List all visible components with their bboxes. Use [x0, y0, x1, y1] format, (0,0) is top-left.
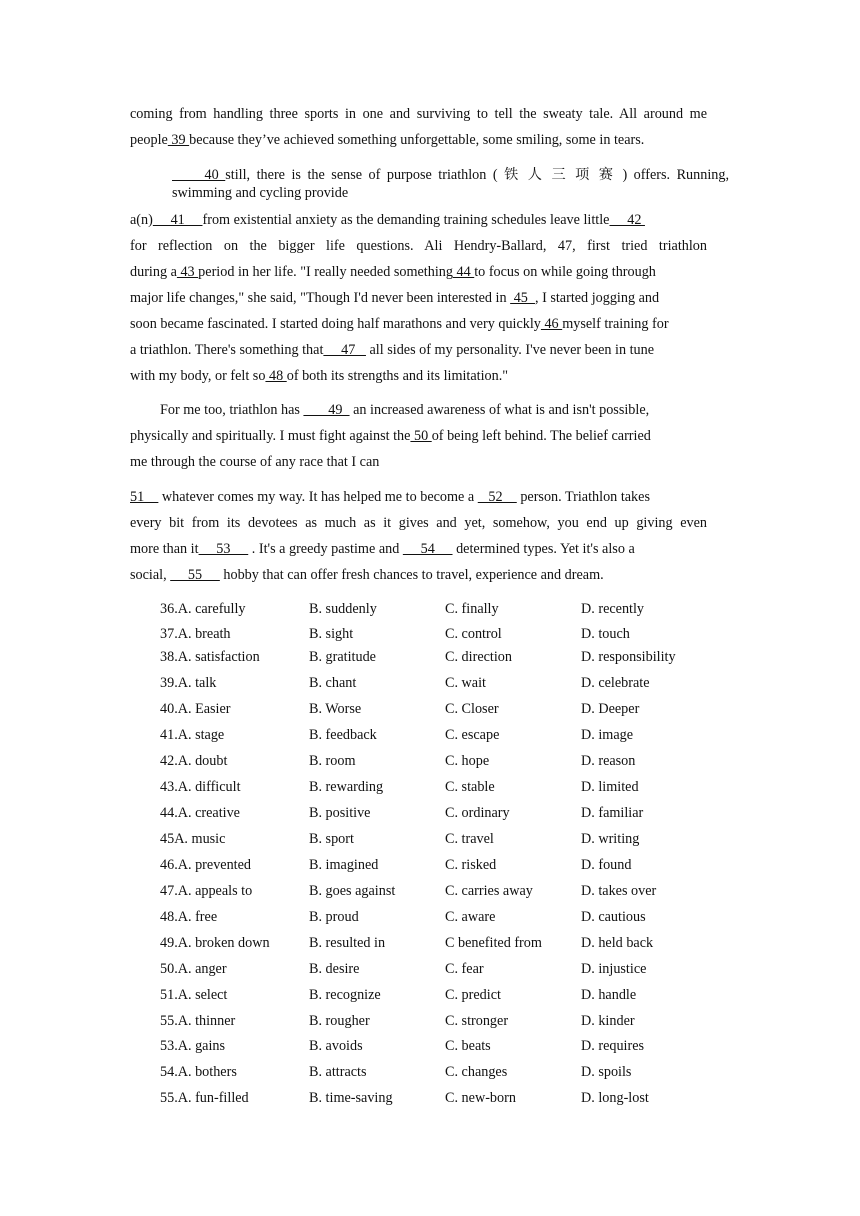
option-d: D. handle: [581, 987, 637, 1003]
passage-line: [130, 315, 669, 333]
option-a: 42.A. doubt: [160, 753, 228, 769]
blank-44: 44: [452, 264, 475, 280]
passage-line: [130, 367, 508, 385]
passage-text: an increased awareness of what is and isn't possible,: [349, 402, 650, 418]
option-a: 45A. music: [160, 831, 226, 847]
option-c: C. hope: [445, 753, 490, 769]
passage-text: For me too, triathlon has: [160, 402, 304, 418]
passage-text: because they’ve achieved something unforgettable, some smiling, some in tears.: [189, 132, 645, 148]
option-a: 43.A. difficult: [160, 779, 241, 795]
option-b: B. positive: [309, 805, 371, 821]
option-d: D. held back: [581, 935, 654, 951]
blank-42: 42: [609, 212, 645, 228]
option-b: B. attracts: [309, 1064, 367, 1080]
option-c: C. direction: [445, 649, 512, 665]
blank-45: 45: [510, 290, 535, 306]
option-d: D. writing: [581, 831, 640, 847]
option-b: B. desire: [309, 961, 360, 977]
passage-text: period in her life. "I really needed something: [198, 264, 453, 280]
option-b: B. room: [309, 753, 356, 769]
option-b: B. feedback: [309, 727, 377, 743]
option-c: C. escape: [445, 727, 500, 743]
option-d: D. cautious: [581, 909, 646, 925]
passage-text: of being left behind. The belief carried: [431, 428, 651, 444]
passage-text: of both its strengths and its limitation.": [286, 368, 509, 384]
option-d: D. requires: [581, 1038, 645, 1054]
blank-52: 52: [477, 489, 517, 505]
option-a: 41.A. stage: [160, 727, 225, 743]
passage-line: [130, 211, 645, 229]
option-c: C. predict: [445, 987, 501, 1003]
passage-text: myself training for: [562, 316, 669, 332]
passage-text: a(n): [130, 212, 153, 228]
option-a: 47.A. appeals to: [160, 883, 253, 899]
option-c: C. travel: [445, 831, 494, 847]
option-c: C. stronger: [445, 1013, 509, 1029]
blank-41: 41: [152, 212, 203, 228]
option-d: D. image: [581, 727, 634, 743]
blank-49: 49: [303, 402, 350, 418]
option-c: C. control: [445, 626, 502, 642]
option-d: D. reason: [581, 753, 636, 769]
option-c: C. wait: [445, 675, 486, 691]
passage-text: me through the course of any race that I can: [130, 454, 380, 470]
passage-line: [130, 237, 707, 255]
blank-55: 55: [170, 567, 220, 583]
passage-line: [130, 488, 650, 506]
blank-39: 39: [167, 132, 190, 148]
passage-text: whatever comes my way. It has helped me to become a: [158, 489, 478, 505]
passage-line: [172, 166, 729, 184]
passage-line: [130, 427, 651, 445]
option-d: D. limited: [581, 779, 639, 795]
option-d: D. takes over: [581, 883, 657, 899]
option-a: 46.A. prevented: [160, 857, 252, 873]
option-a: 51.A. select: [160, 987, 228, 1003]
passage-text: social,: [130, 567, 171, 583]
option-d: D. Deeper: [581, 701, 640, 717]
passage-text: all sides of my personality. I've never been in tune: [365, 342, 655, 358]
option-c: C. ordinary: [445, 805, 510, 821]
option-c: C. finally: [445, 601, 499, 617]
passage-text: soon became fascinated. I started doing half marathons and very quickly: [130, 316, 541, 332]
option-b: B. avoids: [309, 1038, 363, 1054]
passage-text: , I started jogging and: [534, 290, 660, 306]
passage-line: [160, 401, 649, 419]
option-d: D. familiar: [581, 805, 644, 821]
passage-line: [130, 263, 656, 281]
option-c: C benefited from: [445, 935, 542, 951]
option-d: D. celebrate: [581, 675, 650, 691]
option-a: 49.A. broken down: [160, 935, 270, 951]
blank-43: 43: [176, 264, 199, 280]
passage-text: person. Triathlon takes: [516, 489, 650, 505]
passage-line: [130, 341, 654, 359]
option-a: 50.A. anger: [160, 961, 227, 977]
option-d: D. long-lost: [581, 1090, 649, 1106]
blank-50: 50: [410, 428, 432, 444]
passage-line: [130, 105, 707, 123]
option-c: C. risked: [445, 857, 497, 873]
blank-40: 40: [172, 167, 226, 183]
passage-text: hobby that can offer fresh chances to travel, experience and dream.: [219, 567, 604, 583]
blank-54: 54: [402, 541, 453, 557]
passage-text: major life changes," she said, "Though I'd never been interested in: [130, 290, 511, 306]
option-b: B. suddenly: [309, 601, 377, 617]
option-a: 53.A. gains: [160, 1038, 226, 1054]
option-a: 54.A. bothers: [160, 1064, 237, 1080]
option-d: D. responsibility: [581, 649, 676, 665]
passage-text: . It's a greedy pastime and: [248, 541, 403, 557]
passage-line: [130, 514, 707, 532]
blank-48: 48: [265, 368, 287, 384]
passage-text: determined types. Yet it's also a: [452, 541, 635, 557]
passage-text: to focus on while going through: [474, 264, 656, 280]
option-a: 36.A. carefully: [160, 601, 246, 617]
passage-text: physically and spiritually. I must fight against the: [130, 428, 411, 444]
option-c: C. carries away: [445, 883, 533, 899]
option-c: C. stable: [445, 779, 495, 795]
option-b: B. proud: [309, 909, 359, 925]
option-b: B. chant: [309, 675, 357, 691]
option-a: 38.A. satisfaction: [160, 649, 260, 665]
option-d: D. recently: [581, 601, 645, 617]
passage-text: more than it: [130, 541, 199, 557]
option-a: 44.A. creative: [160, 805, 240, 821]
passage-text: coming from handling three sports in one and surviving to tell the sweaty tale. All around me: [130, 106, 707, 122]
passage-text: every bit from its devotees as much as it gives and yet, somehow, you end up giving even: [130, 515, 707, 531]
option-a: 39.A. talk: [160, 675, 217, 691]
option-a: 55.A. thinner: [160, 1013, 236, 1029]
option-c: C. changes: [445, 1064, 508, 1080]
passage-text: a triathlon. There's something that: [130, 342, 324, 358]
passage-text: still, there is the sense of purpose triathlon ( 铁 人 三 项 赛 ) offers. Running,: [225, 167, 729, 183]
passage-line: [130, 453, 379, 471]
option-c: C. new-born: [445, 1090, 516, 1106]
passage-line: [172, 184, 348, 202]
blank-53: 53: [198, 541, 249, 557]
option-c: C. fear: [445, 961, 484, 977]
option-b: B. sight: [309, 626, 354, 642]
passage-line: [130, 540, 635, 558]
passage-text: for reflection on the bigger life questions. Ali Hendry-Ballard, 47, first tried triathlon: [130, 238, 707, 254]
option-a: 37.A. breath: [160, 626, 231, 642]
passage-text: with my body, or felt so: [130, 368, 266, 384]
option-b: B. time-saving: [309, 1090, 393, 1106]
option-b: B. Worse: [309, 701, 362, 717]
option-c: C. aware: [445, 909, 496, 925]
option-b: B. rougher: [309, 1013, 370, 1029]
option-a: 48.A. free: [160, 909, 218, 925]
option-d: D. kinder: [581, 1013, 635, 1029]
option-c: C. Closer: [445, 701, 499, 717]
option-d: D. spoils: [581, 1064, 632, 1080]
option-b: B. rewarding: [309, 779, 384, 795]
option-b: B. sport: [309, 831, 354, 847]
option-b: B. gratitude: [309, 649, 376, 665]
option-d: D. touch: [581, 626, 630, 642]
option-a: 55.A. fun-filled: [160, 1090, 249, 1106]
option-b: B. resulted in: [309, 935, 386, 951]
blank-51: 51: [130, 489, 159, 505]
option-b: B. recognize: [309, 987, 381, 1003]
passage-text: during a: [130, 264, 177, 280]
option-d: D. found: [581, 857, 632, 873]
passage-text: people: [130, 132, 168, 148]
option-a: 40.A. Easier: [160, 701, 231, 717]
passage-line: [130, 131, 644, 149]
option-b: B. goes against: [309, 883, 396, 899]
option-c: C. beats: [445, 1038, 491, 1054]
blank-47: 47: [323, 342, 366, 358]
passage-line: [130, 566, 604, 584]
passage-line: [130, 289, 659, 307]
passage-text: from existential anxiety as the demanding training schedules leave little: [202, 212, 610, 228]
blank-46: 46: [540, 316, 563, 332]
option-d: D. injustice: [581, 961, 647, 977]
option-b: B. imagined: [309, 857, 379, 873]
passage-text: swimming and cycling provide: [172, 185, 349, 201]
